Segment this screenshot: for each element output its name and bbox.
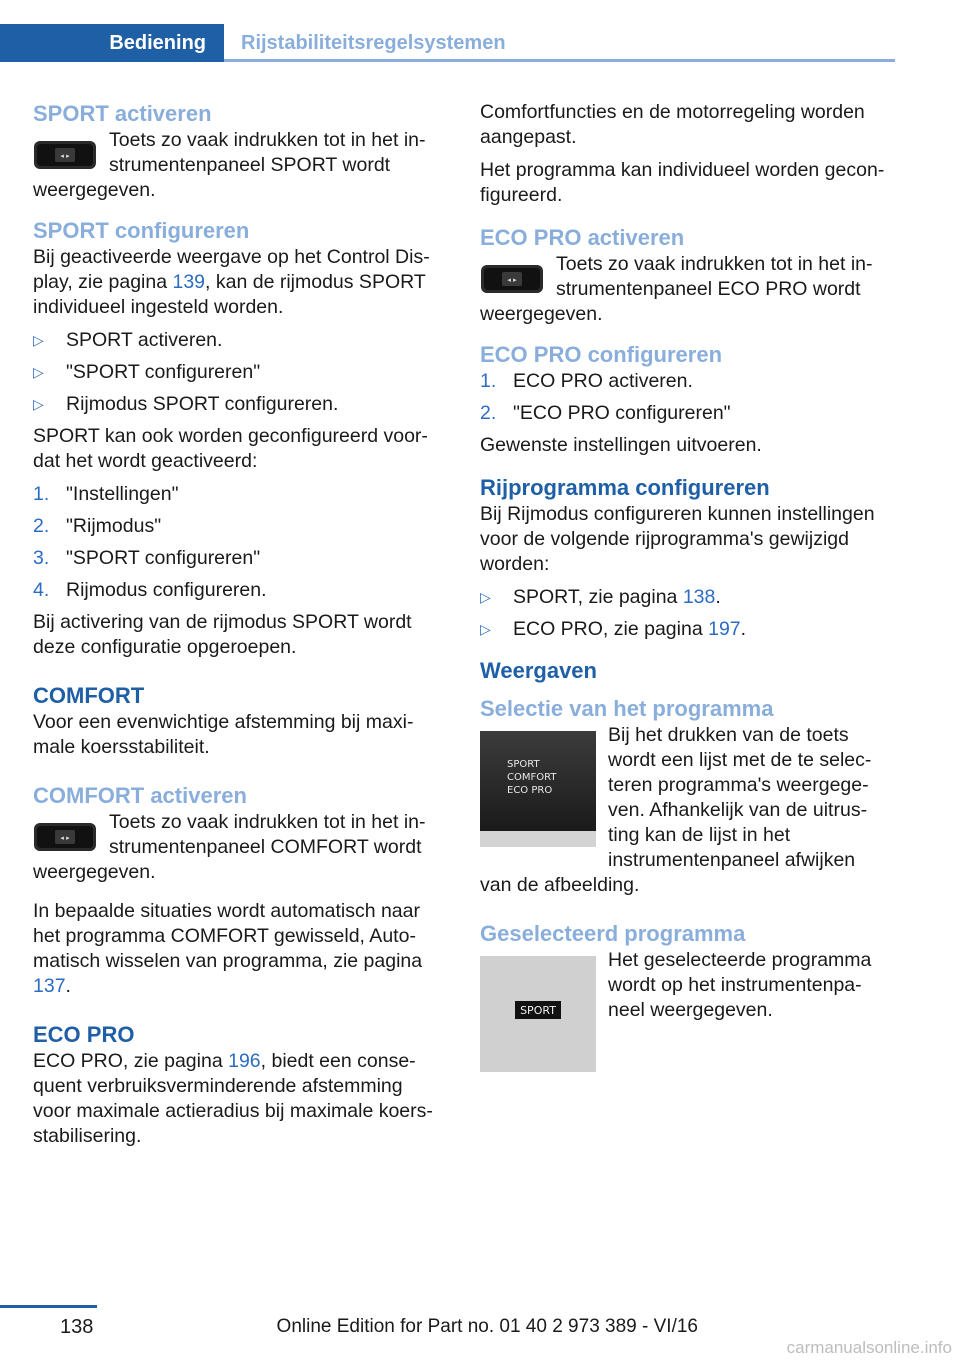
footer-rule [0,1305,97,1308]
watermark: carmanualsonline.info [786,1338,952,1357]
page-link[interactable]: 196 [228,1050,261,1072]
heading-eco-pro-activeren: ECO PRO activeren [480,225,685,250]
heading-sport-configureren: SPORT configureren [33,218,250,243]
page-link[interactable]: 197 [708,618,741,640]
heading-eco-pro: ECO PRO [33,1022,135,1047]
svg-text:◂ ▸: ◂ ▸ [507,276,517,284]
page-link[interactable]: 138 [682,586,716,608]
heading-selectie: Selectie van het programma [480,696,774,721]
heading-geselecteerd: Geselecteerd programma [480,921,746,946]
selectie-text: Bij het drukken van de toets wordt een lijst met de te selecteren programma's weergegeven. Afhankelijk van de uitrusting kan de lijst in het instrumentenpaneel afwijken van de afbeelding. [480,724,872,896]
comfort-activeren-para: In bepaalde situaties wordt automatisch naar het programma COMFORT gewisseld, Automatisch wisselen van programma, zie pagina 137. [33,900,423,997]
rocker-switch-icon [33,138,97,172]
program-list-screen-image [480,731,596,847]
right-cont1: Comfortfuncties en de motorregeling worden aangepast. [480,101,865,148]
rocker-switch-icon [480,262,544,296]
list-item: 1. "Instellingen" [33,483,179,505]
heading-weergaven: Weergaven [480,658,597,683]
list-item: 3. "SPORT configureren" [33,547,261,569]
rijprog-text: Bij Rijmodus configureren kunnen instellingen voor de volgende rijprogramma's gewijzigd worden: [480,503,875,575]
list-item: ▷ "SPORT configureren" [33,361,261,383]
heading-comfort-activeren: COMFORT activeren [33,783,247,808]
svg-text:ECO PRO: ECO PRO [507,785,553,796]
list-item: ▷ SPORT activeren. [33,329,223,351]
list-item: 4. Rijmodus configureren. [33,579,267,601]
triangle-bullet-icon: ▷ [33,396,44,412]
list-item: 2. "Rijmodus" [33,515,162,537]
triangle-bullet-icon: ▷ [33,332,44,348]
svg-text:COMFORT: COMFORT [507,772,557,783]
sport-config-bullets [33,328,443,417]
selected-program-screen-image [480,956,596,1072]
sport-config-para2: SPORT kan ook worden geconfigureerd voordat het wordt geactiveerd: [33,425,428,472]
sport-activeren-text: Toets zo vaak indrukken tot in het instrumentenpaneel SPORT wordt weergegeven. [33,129,426,201]
eco-config-after: Gewenste instellingen uitvoeren. [480,434,762,456]
page-number: 138 [60,1316,94,1338]
list-item: ▷ Rijmodus SPORT configureren. [33,393,339,415]
chapter-tab[interactable]: Bediening [0,24,224,62]
triangle-bullet-icon: ▷ [33,364,44,380]
rocker-switch-icon [33,820,97,854]
rijprog-items [480,585,890,642]
section-tab[interactable]: Rijstabiliteitsregelsystemen [224,24,895,62]
svg-text:SPORT: SPORT [520,1004,556,1017]
page-link[interactable]: 137 [33,975,66,997]
list-item: 1. ECO PRO activeren. [480,370,693,392]
triangle-bullet-icon: ▷ [480,621,491,637]
eco-config-steps [480,369,890,426]
comfort-text: Voor een evenwichtige afstemming bij maximale koersstabiliteit. [33,711,414,758]
edition-text: Online Edition for Part no. 01 40 2 973 389 - VI/16 [276,1316,698,1337]
svg-text:◂ ▸: ◂ ▸ [60,152,70,160]
comfort-activeren-block [33,810,443,885]
svg-text:SPORT: SPORT [507,759,540,770]
eco-activeren-block [480,252,890,327]
heading-sport-activeren: SPORT activeren [33,101,212,126]
right-column [480,100,890,1092]
left-column [33,100,443,1157]
list-item: ▷ SPORT, zie pagina 138. [480,586,721,608]
sport-config-intro: Bij geactiveerde weergave op het Control Display, zie pagina 139, kan de rijmodus SPORT individueel ingesteld worden. [33,246,430,318]
eco-pro-text: ECO PRO, zie pagina 196, biedt een consequent verbruiksverminderende afstemming voor maximale actieradius bij maximale koersstabilisering. [33,1050,433,1147]
page-header [0,24,895,62]
heading-comfort: COMFORT [33,683,145,708]
sport-config-para3: Bij activering van de rijmodus SPORT wordt deze configuratie opgeroepen. [33,611,412,658]
comfort-activeren-text: Toets zo vaak indrukken tot in het instrumentenpaneel COMFORT wordt weergegeven. [33,811,426,883]
heading-rijprogramma: Rijprogramma configureren [480,475,770,500]
geselecteerd-text: Het geselecteerde programma wordt op het instrumentenpaneel weergegeven. [608,949,872,1021]
heading-eco-pro-configureren: ECO PRO configureren [480,342,723,367]
list-item: ▷ ECO PRO, zie pagina 197. [480,618,747,640]
triangle-bullet-icon: ▷ [480,589,491,605]
right-cont2: Het programma kan individueel worden geconfigureerd. [480,159,885,206]
sport-config-steps [33,482,443,603]
selectie-block [480,723,890,898]
sport-activeren-block [33,128,443,203]
eco-activeren-text: Toets zo vaak indrukken tot in het instrumentenpaneel ECO PRO wordt weergegeven. [480,253,873,325]
page-link[interactable]: 139 [172,271,206,293]
svg-text:◂ ▸: ◂ ▸ [60,834,70,842]
geselecteerd-block [480,948,890,1078]
list-item: 2. "ECO PRO configureren" [480,402,731,424]
